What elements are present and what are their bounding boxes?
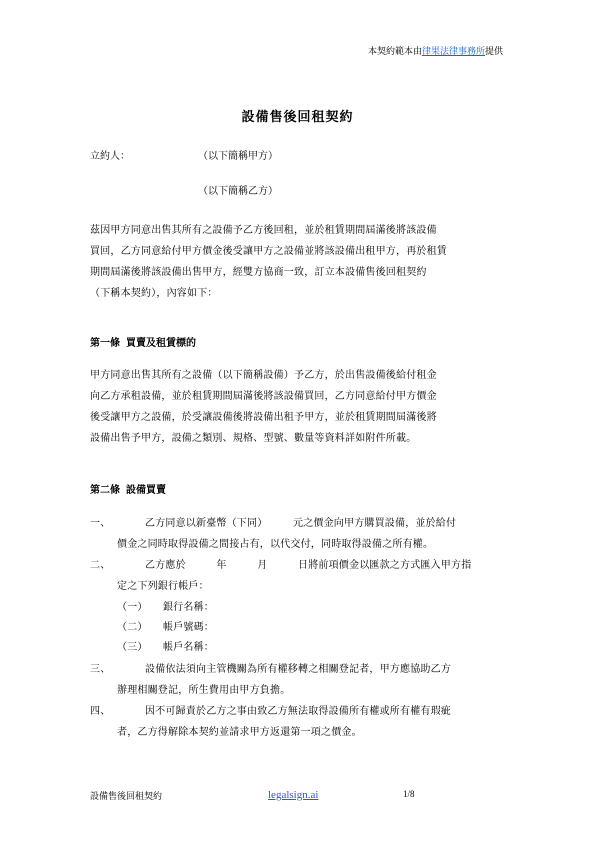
article-2-heading xyxy=(90,481,166,496)
article-1-title: 買賣及租賃標的 xyxy=(126,338,196,349)
bank-field-marker: （一） xyxy=(117,602,148,613)
header-note xyxy=(368,44,503,57)
bank-field-marker: （三） xyxy=(117,642,148,653)
item-text: 因不可歸責於乙方之事由致乙方無法取得設備所有權或所有權有瑕疵 xyxy=(145,706,451,717)
preamble-line: 買回，乙方同意給付甲方價金後受讓甲方之設備並將該設備出租甲方，再於租賃 xyxy=(90,246,447,257)
article-1-number: 第一條 xyxy=(90,338,120,349)
header-note-prefix: 本契約範本由 xyxy=(367,47,422,57)
item-marker: 二、 xyxy=(90,560,111,571)
account-number-label: 帳戶號碼： xyxy=(163,622,214,633)
party-a-alias: （以下簡稱甲方） xyxy=(198,151,278,162)
article-1-line: 向乙方承租設備，並於租賃期間屆滿後將該設備買回，乙方同意給付甲方價金 xyxy=(90,391,437,402)
item-marker: 四、 xyxy=(90,706,111,717)
bank-field-marker: （二） xyxy=(117,622,148,633)
article-2-title: 設備買賣 xyxy=(126,485,166,496)
article-1-body xyxy=(90,365,437,449)
signatory-label: 立約人： xyxy=(90,151,130,162)
item-text-continued: 者，乙方得解除本契約並請求甲方返還第一項之價金。 xyxy=(117,727,362,738)
item-marker: 一、 xyxy=(90,518,111,529)
article-1-line: 設備出售予甲方，設備之類別、規格、型號、數量等資料詳如附件所載。 xyxy=(90,433,417,444)
article-2-number: 第二條 xyxy=(90,485,120,496)
item-text: 乙方應於 年 月 日將前項價金以匯款之方式匯入甲方指 xyxy=(145,560,472,571)
preamble-line: 期間屆滿後將該設備出售甲方，經雙方協商一致，訂立本設備售後回租契約 xyxy=(90,267,427,278)
law-firm-link[interactable]: 律果法律事務所 xyxy=(421,47,485,57)
footer-document-name: 設備售後回租契約 xyxy=(90,792,163,802)
item-text-continued: 辦理相關登記，所生費用由甲方負擔。 xyxy=(117,685,291,696)
article-1-line: 後受讓甲方之設備，於受讓設備後將設備出租予甲方，並於租賃期間屆滿後將 xyxy=(90,412,437,423)
preamble-line: （下稱本契約），內容如下： xyxy=(90,288,218,299)
item-text: 設備依法須向主管機關為所有權移轉之相關登記者，甲方應協助乙方 xyxy=(145,664,451,675)
bank-name-label: 銀行名稱： xyxy=(163,602,214,613)
preamble xyxy=(90,220,447,304)
item-text: 乙方同意以新臺幣（下同） 元之價金向甲方購買設備，並於給付 xyxy=(145,518,457,529)
item-text-continued: 價金之同時取得設備之間接占有，以代交付，同時取得設備之所有權。 xyxy=(117,539,434,550)
preamble-line: 茲因甲方同意出售其所有之設備予乙方後回租，並於租賃期間屆滿後將該設備 xyxy=(90,225,437,236)
party-b-alias: （以下簡稱乙方） xyxy=(198,186,278,197)
item-text-continued: 定之下列銀行帳戶： xyxy=(117,581,209,592)
header-note-suffix: 提供 xyxy=(484,47,503,57)
document-title: 設備售後回租契約 xyxy=(241,110,354,125)
article-1-heading xyxy=(90,334,196,349)
account-name-label: 帳戶名稱： xyxy=(163,642,214,653)
page-number: 1/8 xyxy=(403,789,415,799)
article-1-line: 甲方同意出售其所有之設備（以下簡稱設備）予乙方，於出售設備後給付租金 xyxy=(90,370,437,381)
footer-site-link[interactable]: legalsign.ai xyxy=(268,789,319,801)
item-marker: 三、 xyxy=(90,664,111,675)
